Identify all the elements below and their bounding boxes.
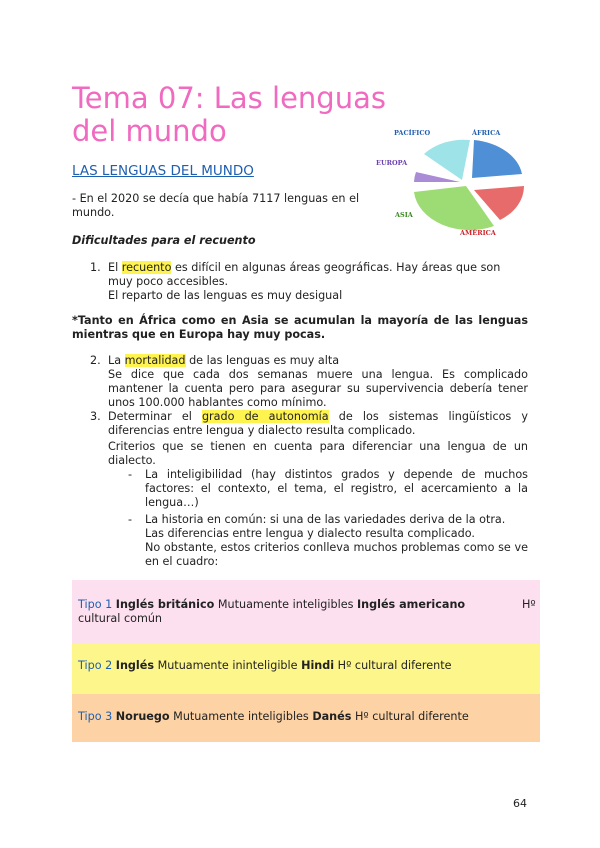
table-row-tipo-1: Tipo 1 Inglés británico Mutuamente inteligibles Inglés americano Hº cultural común xyxy=(72,580,540,644)
pie-slice-pacifico xyxy=(424,140,470,180)
highlight-mortalidad: mortalidad xyxy=(124,354,186,367)
continents-pie-illustration xyxy=(362,122,542,244)
note-text: *Tanto en África como en Asia se acumulan la mayoría de las lenguas mientras que en Europa hay muy pocas. xyxy=(72,314,528,341)
item-1-line2: El reparto de las lenguas es muy desigual xyxy=(108,289,343,302)
item-3-text: Determinar el grado de autonomía de los sistemas lingüísticos y diferencias entre lengua y dialecto resulta complicado. xyxy=(108,410,528,437)
table-row-tipo-2: Tipo 2 Inglés Mutuamente ininteligible Hindi Hº cultural diferente xyxy=(72,644,540,694)
pie-label-africa: ÁFRICA xyxy=(472,129,501,137)
page-number: 64 xyxy=(513,797,527,810)
item-2-text: La mortalidad de las lenguas es muy alta xyxy=(108,354,340,367)
highlight-grado-autonomia: grado de autonomía xyxy=(201,410,329,423)
item-2-detail: Se dice que cada dos semanas muere una lengua. Es complicado mantener la cuenta pero para asegurar su supervivencia debería tener unos 100.000 hablantes como mínimo. xyxy=(108,368,528,409)
section-heading: LAS LENGUAS DEL MUNDO xyxy=(72,163,254,179)
item-2-number: 2. xyxy=(90,354,101,367)
item-1-number: 1. xyxy=(90,261,101,274)
after-bullets-text-2: No obstante, estos criterios conlleva muchos problemas como se ve en el cuadro: xyxy=(145,541,528,568)
intro-text: - En el 2020 se decía que había 7117 lenguas en el mundo. xyxy=(72,192,360,219)
page-title: Tema 07: Las lenguas del mundo xyxy=(72,81,386,148)
item-3-number: 3. xyxy=(90,410,101,423)
after-bullets-text: Las diferencias entre lengua y dialecto resulta complicado. xyxy=(145,527,475,540)
item-1-text: El recuento es difícil en algunas áreas geográficas. Hay áreas que son muy poco accesibles. El reparto de las lenguas es muy desigual xyxy=(108,261,501,302)
bullet-1-dash: - xyxy=(128,468,133,481)
subheading: Dificultades para el recuento xyxy=(72,234,256,247)
highlight-recuento: recuento xyxy=(121,261,172,274)
pie-label-asia: ASIA xyxy=(395,211,413,219)
table-row-tipo-3: Tipo 3 Noruego Mutuamente inteligibles Danés Hº cultural diferente xyxy=(72,694,540,742)
bullet-1-text: La inteligibilidad (hay distintos grados y depende de muchos factores: el contexto, el tema, el registro, el acercamiento a la lengua…) xyxy=(145,468,528,509)
item-3-detail: Criterios que se tienen en cuenta para diferenciar una lengua de un dialecto. xyxy=(108,440,528,467)
bullet-2-dash: - xyxy=(128,513,133,526)
pie-label-pacifico: PACÍFICO xyxy=(394,129,431,137)
bullet-2-text: La historia en común: si una de las variedades deriva de la otra. xyxy=(145,513,506,526)
pie-label-america: AMÉRICA xyxy=(460,229,496,237)
pie-slice-africa xyxy=(472,140,522,178)
pie-label-europa: EUROPA xyxy=(376,159,408,167)
